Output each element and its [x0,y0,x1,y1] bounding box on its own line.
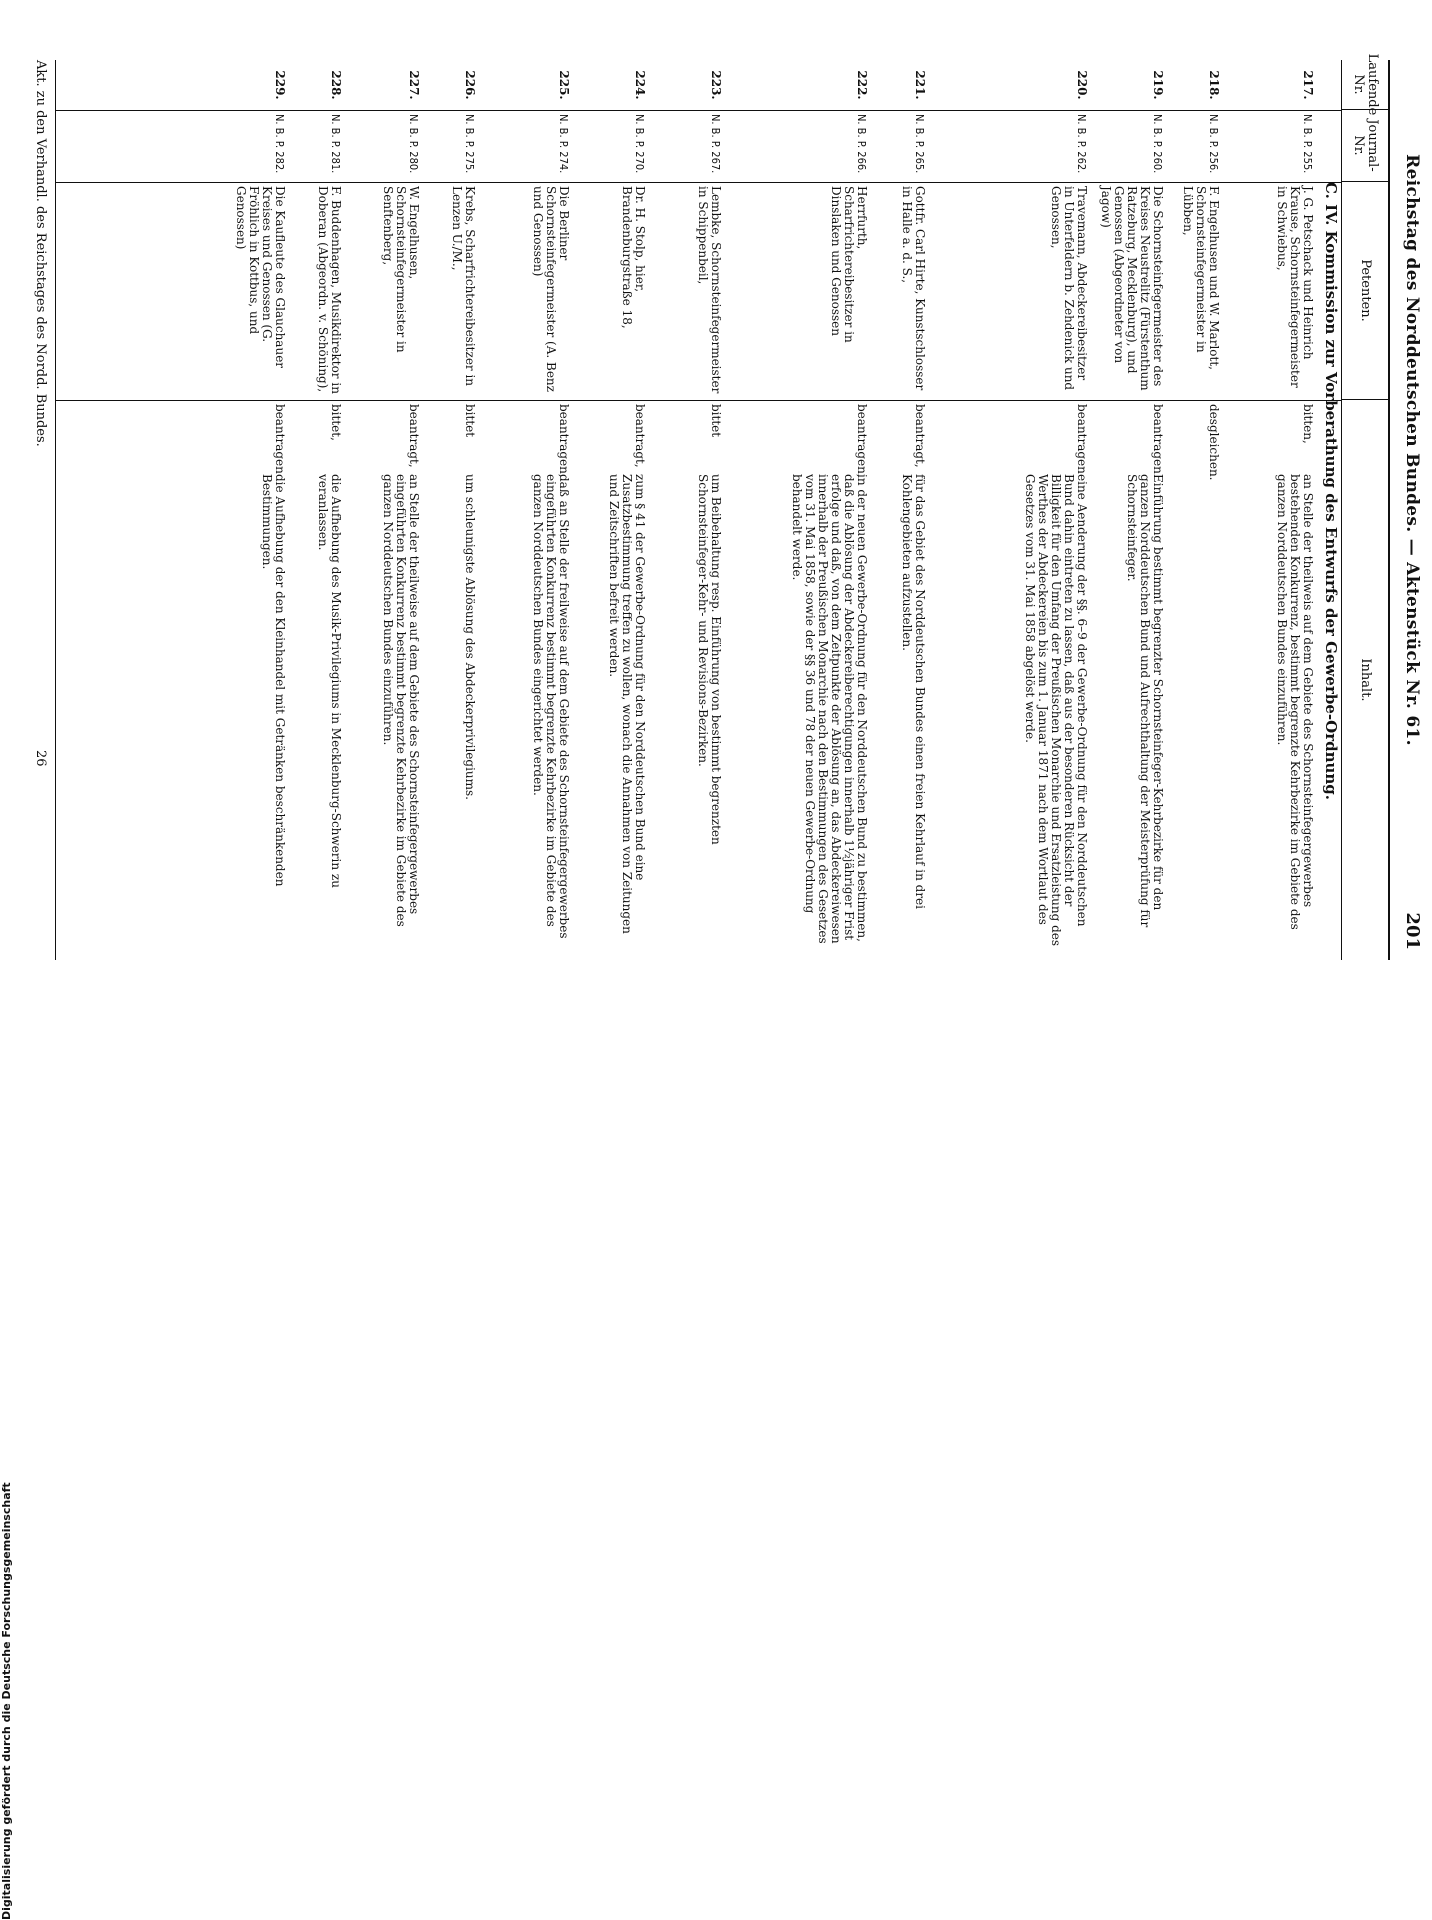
page-footer: Akt. zu den Verhandl. des Reichstages des Nordd. Bundes. [33,60,48,447]
row-number: 219. [1151,70,1165,100]
request-text: die Aufhebung des Musik-Privilegiums in Mecklenburg-Schwerin zu veranlassen. [316,474,343,888]
request-verb: beantragen, [855,404,869,478]
row-number: 223. [709,70,723,100]
row-number: 227. [407,70,421,100]
column-divider [56,400,1342,401]
request-text: an Stelle der theilweise auf dem Gebiete des Schornsteinfegergewerbes eingeführten Konkurrenz bestimmt begrenzte Kehrbezirke im Gebiete des ganzen Norddeutschen Bundes einzuführen. [381,474,421,927]
petitioner: Travemann, Abdeckereibesitzer in Unterfeldern b. Zehdenick und Genossen, [1049,186,1089,391]
request-verb: beantragt, [913,404,927,468]
petitioner: Die Berliner Schornsteinfegermeister (A. Benz und Genossen) [531,186,571,392]
request-text: um Beibehaltung resp. Einführung von bestimmt begrenzten Schornsteinfeger-Kehr- und Revisions-Bezirken. [696,474,723,845]
column-header-nr: Laufende Nr. [1342,60,1388,110]
request-verb: beantragen, [557,404,571,478]
journal-number: N. B. P. 275. [463,114,476,174]
petitioner: Lembke, Schornsteinfegermeister in Schippenbeil, [696,186,723,394]
journal-number: N. B. P. 270. [633,114,646,174]
request-verb: beantragen [1075,404,1089,474]
petitioner: W. Engelhusen, Schornsteinfegermeister in Senftenberg, [381,186,421,353]
petitioner: F. Engelhusen und W. Marlott, Schornsteinfegermeister in Lübben, [1181,186,1221,370]
petitioner: Gottfr. Carl Hirte, Kunstschlosser in Halle a. d. S., [900,186,927,391]
column-header-petenten: Petenten. [1342,182,1388,400]
journal-number: N. B. P. 282. [273,114,286,174]
journal-number: N. B. P. 280. [407,114,420,174]
request-text: für das Gebiet des Norddeutschen Bundes einen freien Kehrlauf in drei Kohlengebieten aufzustellen. [900,474,927,909]
header-rule [1388,60,1390,960]
row-number: 217. [1301,70,1315,100]
journal-number: N. B. P. 256. [1207,114,1220,174]
column-divider [56,182,1342,183]
row-number: 222. [855,70,869,100]
petitioner: J. G. Petschack und Heinrich Krause, Schornsteinfegermeister in Schwiebus, [1275,186,1315,388]
request-text: Einführung bestimmt begrenzter Schornsteinfeger-Kehrbezirke für den ganzen Norddeutschen Bund und Aufrechthaltung der Meisterprüfung für Schornsteinfeger. [1125,474,1165,928]
request-verb: bittet, [329,404,343,441]
journal-number: N. B. P. 274. [557,114,570,174]
column-header-journal: Journal-Nr. [1342,110,1388,182]
footer-page-number: 26 [33,750,48,767]
side-credit: Digitalisierung gefördert durch die Deutsche Forschungsgemeinschaft [0,1482,13,1920]
request-verb: bitten, [1301,404,1315,444]
journal-number: N. B. P. 262. [1075,114,1088,174]
request-verb: bittet [709,404,723,438]
petitioner: Die Schornsteinfegermeister des Kreises Neustrelitz (Fürstenthum Ratzeburg, Mecklenburg), und Genossen (Abgeordneter von Jagow) [1099,186,1165,391]
request-verb: desgleichen. [1207,404,1221,481]
page-header-number: 201 [1402,912,1423,950]
column-divider [56,110,1342,111]
request-text: zum § 41 der Gewerbe-Ordnung für den Norddeutschen Bund eine Zusatzbestimmung treffen zu wollen, wonach die Annahmen von Zeitungen und Zeitschriften befreit werden. [607,474,647,934]
petitioner: Dr. H. Stolp, hier, Brandenburgstraße 18, [620,186,647,329]
request-text: in der neuen Gewerbe-Ordnung für den Norddeutschen Bund zu bestimmen, daß die Ablösung der Abdeckereiberechtigungen innerhalb 1½jähriger Frist erfolge und daß, von dem Zeitpunkte der Ablösung an, das Abdeckereiwesen innerhalb der Preußischen Monarchie nach den Bestimmungen des Gesetzes vom 31. Mai 1858, sowie der §§ 36 und 78 der neuen Gewerbe-Ordnung behandelt werde. [790,474,869,944]
row-number: 218. [1207,70,1221,100]
request-text: daß an Stelle der freilweise auf dem Gebiete des Schornsteinfegergewerbes eingeführten Konkurrenz bestimmt begrenzte Kehrbezirke im Gebiete des ganzen Norddeutschen Bundes eingerichtet werden. [531,474,571,939]
journal-number: N. B. P. 281. [329,114,342,174]
row-number: 225. [557,70,571,100]
journal-number: N. B. P. 260. [1151,114,1164,174]
request-text: um schleunigste Ablösung des Abdeckerprivilegiums. [463,474,477,800]
petitioner: Krebs, Scharfrichtereibesitzer in Lenzen U./M., [450,186,477,387]
request-text: an Stelle der theilweis auf dem Gebiete des Schornsteinfegergewerbes bestehenden Konkurrenz, bestimmt begrenzte Kehrbezirke im Gebiete des ganzen Norddeutschen Bundes einzuführen. [1275,474,1315,930]
request-verb: beantragt, [407,404,421,468]
row-number: 221. [913,70,927,100]
request-verb: bittet [463,404,477,438]
section-title: C. IV. Kommission zur Vorberathung des Entwurfs der Gewerbe-Ordnung. [1322,182,1340,801]
journal-number: N. B. P. 265. [913,114,926,174]
petitioner: Die Kaufleute des Glauchauer Kreises und Genossen (G. Fröhlich in Kottbus, und Genossen) [234,186,287,369]
journal-number: N. B. P. 267. [709,114,722,174]
petitioner: F. Buddenhagen, Musikdirektor in Doberan (Abgeordn. v. Schöning), [316,186,343,394]
column-header-inhalt: Inhalt. [1358,658,1373,702]
row-number: 224. [633,70,647,100]
row-number: 220. [1075,70,1089,100]
page-header-title: Reichstag des Norddeutschen Bundes. — Aktenstück Nr. 61. [1402,154,1422,746]
request-verb: beantragen [1151,404,1165,474]
row-number: 228. [329,70,343,100]
side-credit-strip [0,920,1432,1920]
request-verb: beantragen [273,404,287,474]
table-column-headers [1341,53,1388,960]
row-number: 226. [463,70,477,100]
request-text: eine Aenderung der §§. 6–9 der Gewerbe-Ordnung für den Norddeutschen Bund dahin eintreten zu lassen, daß aus der besonderen Rücksicht der Billigkeit für den Umfang der Preußischen Monarchie und Ersatzleistung des Werthes der Abdeckereien bis zum 1. Januar 1871 nach dem Wortlaut des Gesetzes vom 31. Mai 1858 abgelöst werde. [1023,474,1089,947]
petitioner: Herrfurth, Scharfrichtereibesitzer in Dinslaken und Genossen [829,186,869,343]
row-number: 229. [273,70,287,100]
request-verb: beantragt, [633,404,647,468]
table-bottom-rule [55,60,56,960]
request-text: die Aufhebung der den Kleinhandel mit Getränken beschränkenden Bestimmungen. [260,474,287,887]
journal-number: N. B. P. 255. [1301,114,1314,174]
journal-number: N. B. P. 266. [855,114,868,174]
